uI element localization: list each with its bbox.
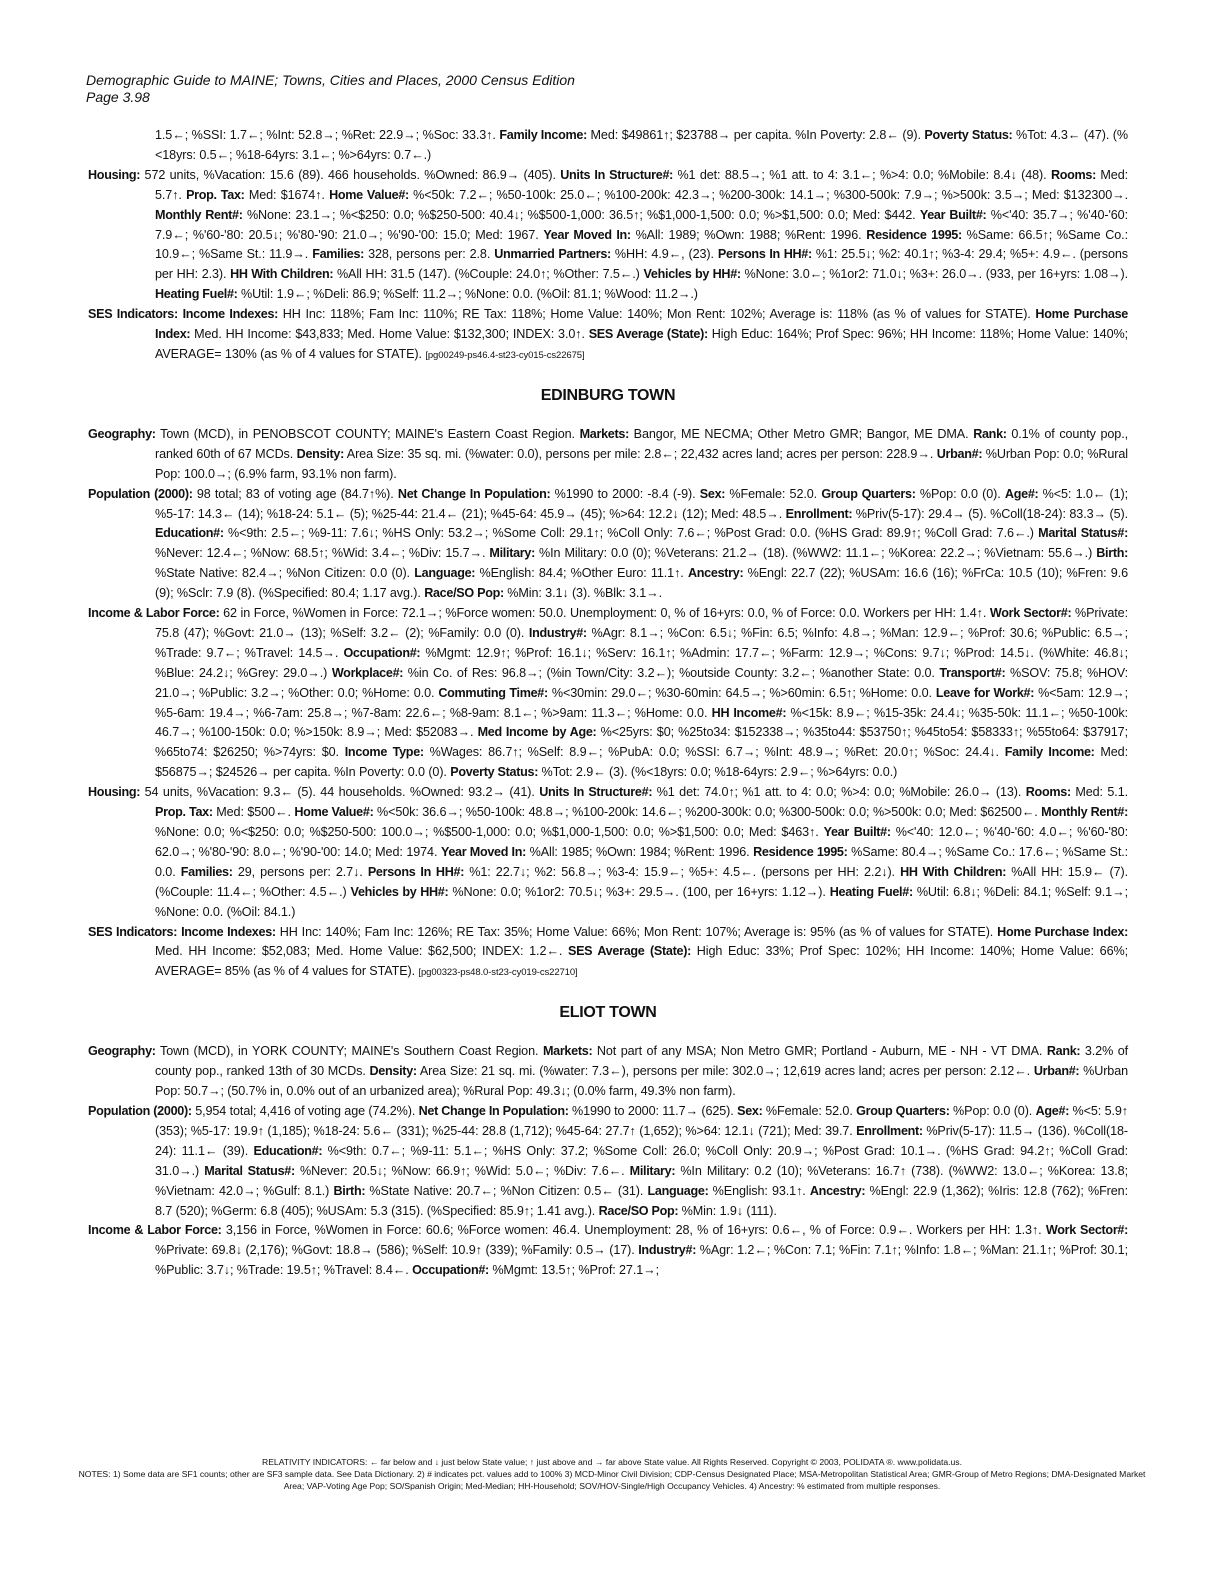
field-text: %Mgmt: 12.9↑; %Prof: 16.1↓; %Serv: 16.1↑; %Admin: 17.7←; %Farm: 12.9→; %Cons: 9.7↓; %Prod: 14.5↓. (%White: 46.8↓; %Blue: 24.2↓; %Grey: 29.0→.) [155, 645, 1128, 680]
field-text: %In Military: 0.2 (10); %Veterans: 16.7↑ (738). (%WW2: 13.0←; %Korea: 13.8; %Vietnam: 42.0→; %Gulf: 8.1.) [155, 1163, 1128, 1198]
field-text: %1990 to 2000: 11.7→ (625). [568, 1103, 738, 1118]
field-text: %Tot: 2.9← (3). (%<18yrs: 0.0; %18-64yrs: 2.9←; %>64yrs: 0.0.) [538, 765, 898, 780]
field-label: Military: [629, 1163, 676, 1178]
field-label: HH Income#: [711, 705, 787, 720]
field-label: Families: [180, 864, 233, 879]
field-label: HH With Children: [230, 267, 334, 282]
field-label: Income Indexes: [182, 307, 279, 322]
field-label: Education#: [253, 1143, 323, 1158]
page-number: Page 3.98 [86, 89, 150, 105]
field-text: %Min: 3.1↓ (3). %Blk: 3.1→. [503, 586, 663, 601]
field-text: %1: 22.7↓; %2: 56.8→; %3-4: 15.9←; %5+: 4.5←. (persons per HH: 2.2↓). [464, 864, 901, 879]
field-label: Vehicles by HH#: [643, 267, 741, 282]
field-text: High Educ: 33%; Prof Spec: 102%; HH Income: 140%; Home Value: 66%; AVERAGE= 85% (as % of 4 values for STATE). [155, 944, 1128, 979]
field-text: %<'40: 12.0←; %'40-'60: 4.0←; %'60-'80: 62.0→; %'80-'90: 8.0←; %'90-'00: 14.0; Med: 1974. [155, 825, 1128, 859]
page-header [86, 72, 575, 106]
field-label: Density: [369, 1064, 417, 1079]
field-text: 3.2% of county pop., ranked 13th of 30 MCDs. [155, 1044, 1129, 1079]
field-text: Bangor, ME NECMA; Other Metro GMR; Bangor, ME DMA. [628, 426, 974, 441]
field-label: Rooms: [1050, 167, 1097, 182]
field-text: %All: 1989; %Own: 1988; %Rent: 1996. [630, 227, 867, 242]
field-text: %Tot: 4.3← (47). (%<18yrs: 0.5←; %18-64yrs: 3.1←; %>64yrs: 0.7←.) [155, 128, 1128, 162]
edinburg-ses-indicators [88, 923, 1128, 984]
field-text: %<5: 1.0← (1); %5-17: 14.3← (14); %18-24: 5.1← (5); %25-44: 21.4← (21); %45-64: 45.9→ (45); %>64: 12.2↓ (12); Med: 48.5→. [155, 486, 1129, 521]
field-text: %Min: 1.9↓ (111). [678, 1203, 777, 1218]
field-label: Vehicles by HH#: [350, 884, 449, 899]
field-label: Work Sector#: [989, 606, 1072, 621]
field-text: %Mgmt: 13.5↑; %Prof: 27.1→; [488, 1263, 660, 1278]
field-text: %<5am: 12.9→; %5-6am: 19.4→; %6-7am: 25.8→; %7-8am: 22.6←; %8-9am: 8.1←; %>9am: 11.3←; %Home: 0.0. [155, 685, 1128, 720]
field-text: %Engl: 22.7 (22); %USAm: 16.6 (16); %FrCa: 10.5 (10); %Fren: 9.6 (9); %Sclr: 7.9 (8). (%Specified: 80.4; 1.17 avg.). [155, 566, 1128, 601]
field-label: Leave for Work#: [935, 685, 1035, 700]
field-label: Net Change In Population: [397, 486, 551, 501]
field-text: 0.1% of county pop., ranked 60th of 67 MCDs. [155, 426, 1129, 461]
relativity-indicators-note: RELATIVITY INDICATORS: ← far below and ↓ just below State value; ↑ just above and → far above State value. All Rights Reserved. Copyright © 2003, POLIDATA ®. www.polidata.us. [261, 1457, 962, 1467]
field-label: Transport#: [939, 665, 1006, 680]
field-label: Home Purchase Index: [997, 924, 1129, 939]
field-text: 1.5←; %SSI: 1.7←; %Int: 52.8→; %Ret: 22.9→; %Soc: 33.3↑. [155, 128, 500, 142]
field-text: Med: $500←. [212, 805, 295, 820]
field-text: %None: 23.1→; %<$250: 0.0; %$250-500: 40.4↓; %$500-1,000: 36.5↑; %$1,000-1,500: 0.0; %>$1,500: 0.0; Med: $442. [242, 207, 920, 222]
field-label: Income Type: [344, 745, 424, 760]
prev-town-housing [88, 166, 1128, 305]
field-text: Med: 5.7↑. [155, 167, 1128, 202]
field-text: %Same: 66.5↑; %Same Co.: 10.9←; %Same St.: 11.9→. [155, 227, 1128, 262]
field-label: SES Indicators: [88, 924, 178, 939]
field-label: Prop. Tax: [155, 805, 213, 820]
field-text: %In Military: 0.0 (0); %Veterans: 21.2→ (18). (%WW2: 11.1←; %Korea: 22.2→; %Vietnam: 55.6→.) [535, 546, 1097, 561]
page-footer [70, 1456, 1154, 1492]
field-label: Housing: [88, 167, 141, 182]
field-label: Population (2000): [88, 486, 193, 501]
field-label: Family Income: [499, 128, 587, 142]
field-label: Rank: [1046, 1044, 1081, 1059]
field-text: %SOV: 75.8; %HOV: 21.0→; %Public: 3.2→; %Other: 0.0; %Home: 0.0. [155, 665, 1128, 700]
field-text: HH Inc: 118%; Fam Inc: 110%; RE Tax: 118%; Home Value: 140%; Mon Rent: 102%; Average is: 118% (as % of values for STATE). [278, 307, 1036, 322]
field-label: Monthly Rent#: [1041, 805, 1128, 820]
field-text: 62 in Force, %Women in Force: 72.1→; %Force women: 50.0. Unemployment: 0, % of 16+yrs: 0.0, % of Force: 0.0. Workers per HH: 1.4↑. [219, 606, 990, 621]
field-text: %All HH: 31.5 (147). (%Couple: 24.0↑; %Other: 7.5←.) [333, 267, 644, 282]
field-text: %Priv(5-17): 11.5→ (136). %Coll(18-24): 11.1← (39). [155, 1123, 1128, 1158]
field-label: Language: [414, 566, 476, 581]
field-label: Unmarried Partners: [494, 247, 611, 262]
eliot-income-labor [88, 1221, 1128, 1281]
field-label: Density: [296, 446, 344, 461]
field-label: Units In Structure#: [560, 167, 674, 182]
notes: NOTES: 1) Some data are SF1 counts; other are SF3 sample data. See Data Dictionary. 2) # indicates pct. values add to 100% 3) MCD-Minor Civil Division; CDP-Census Designated Place; MSA-Metropolitan Statistical Area; GMR-Group of Metro Regions; DMA-Designated Market Area; VAP-Voting Age Pop; SO/Spanish Origin; Med-Median; HH-Household; SOV/HOV-Single/High Occupancy Vehicles. 4) Ancestry: % estimated from multiple responses. [78, 1469, 1146, 1491]
field-text: 5,954 total; 4,416 of voting age (74.2%). [191, 1103, 419, 1118]
field-label: Ancestry: [687, 566, 744, 581]
field-label: Geography: [88, 426, 156, 441]
field-text: %Urban Pop: 50.7→; (50.7% in, 0.0% out of an urbanized area); %Rural Pop: 49.3↓; (0.0% farm, 49.3% non farm). [155, 1064, 1128, 1099]
edinburg-town-title: EDINBURG TOWN [540, 386, 676, 404]
field-label: Occupation#: [412, 1263, 489, 1278]
field-label: Sex: [699, 486, 726, 501]
field-label: Housing: [88, 785, 141, 800]
field-text: HH Inc: 140%; Fam Inc: 126%; RE Tax: 35%; Home Value: 66%; Mon Rent: 107%; Average is: 95% (as % of values for STATE). [275, 924, 998, 939]
field-text: Town (MCD), in YORK COUNTY; MAINE's Southern Coast Region. [155, 1044, 543, 1059]
field-label: Income & Labor Force: [88, 1223, 222, 1238]
field-label: Prop. Tax: [186, 187, 245, 202]
field-text: %<50k: 36.6→; %50-100k: 48.8→; %100-200k: 14.6←; %200-300k: 0.0; %300-500k: 0.0; %>500k: 0.0; Med: $62500←. [373, 805, 1042, 820]
field-label: Year Built#: [823, 825, 891, 839]
field-label: Home Purchase Index: [155, 307, 1129, 342]
field-text: %Wages: 86.7↑; %Self: 8.9←; %PubA: 0.0; %SSI: 6.7→; %Int: 48.9→; %Ret: 20.0↑; %Soc: 24.4↓. [423, 745, 1005, 760]
field-text: %All: 1985; %Own: 1984; %Rent: 1996. [526, 844, 754, 859]
field-text: %<50k: 7.2←; %50-100k: 25.0←; %100-200k: 42.3→; %200-300k: 14.1→; %300-500k: 7.9→; %>500k: 3.5→; Med: $132300→. [408, 187, 1128, 202]
field-label: Industry#: [638, 1243, 697, 1258]
field-label: Med Income by Age: [477, 725, 597, 740]
field-label: Population (2000): [88, 1103, 192, 1118]
field-label: Age#: [1004, 486, 1039, 501]
field-text: Not part of any MSA; Non Metro GMR; Portland - Auburn, ME - NH - VT DMA. [592, 1044, 1047, 1059]
field-label: Monthly Rent#: [155, 207, 243, 222]
field-text: %1 det: 74.0↑; %1 att. to 4: 0.0; %>4: 0.0; %Mobile: 26.0→ (13). [652, 785, 1026, 800]
field-text: %Agr: 8.1→; %Con: 6.5↓; %Fin: 6.5; %Info: 4.8→; %Man: 12.9←; %Prof: 30.6; %Public: 6.5→; %Trade: 9.7←; %Travel: 14.5→. [155, 625, 1128, 660]
field-text: %Util: 6.8↓; %Deli: 84.1; %Self: 9.1→; %None: 0.0. (%Oil: 84.1.) [155, 884, 1128, 919]
field-text: %English: 93.1↑. [708, 1183, 810, 1198]
field-text: %None: 3.0←; %1or2: 71.0↓; %3+: 26.0→. (933, per 16+yrs: 1.08→). [740, 267, 1128, 282]
edinburg-income-labor [88, 604, 1128, 783]
field-label: Income & Labor Force: [88, 606, 220, 621]
field-text: %Same: 80.4→; %Same Co.: 17.6←; %Same St.: 0.0. [155, 844, 1129, 879]
record-code: [pg00323-ps48.0-st23-cy019-cs22710] [418, 967, 578, 979]
field-text: %Pop: 0.0 (0). [915, 486, 1005, 501]
field-text: %HH: 4.9←, (23). [610, 247, 718, 262]
field-text: %Urban Pop: 0.0; %Rural Pop: 100.0→; (6.9% farm, 93.1% non farm). [155, 446, 1128, 481]
field-text: %1990 to 2000: -8.4 (-9). [550, 486, 700, 501]
prev-town-ses-indicators [88, 305, 1128, 366]
field-text: %Private: 69.8↓ (2,176); %Govt: 18.8→ (586); %Self: 10.9↑ (339); %Family: 0.5→ (17). [155, 1243, 639, 1258]
field-label: Birth: [333, 1183, 366, 1198]
document-title: Demographic Guide to MAINE; Towns, Cities and Places, 2000 Census Edition [86, 72, 575, 88]
field-label: Race/SO Pop: [424, 586, 504, 601]
field-label: Ancestry: [809, 1183, 866, 1198]
field-text: %<9th: 2.5←; %9-11: 7.6↓; %HS Only: 53.2→; %Some Coll: 29.1↑; %Coll Only: 7.6←; %Post Grad: 0.0. (%HS Grad: 89.9↑; %Coll Grad: 7.6←.) [223, 526, 1039, 541]
field-text: Area Size: 21 sq. mi. (%water: 7.3←), persons per mile: 302.0→; 12,619 acres land; acres per person: 2.12←. [416, 1064, 1034, 1079]
field-label: Occupation#: [343, 645, 421, 660]
field-text: %All HH: 15.9← (7). (%Couple: 11.4←; %Other: 4.5←.) [155, 864, 1128, 899]
field-text: %Agr: 1.2←; %Con: 7.1; %Fin: 7.1↑; %Info: 1.8←; %Man: 21.1↑; %Prof: 30.1; %Public: 3.7↓; %Trade: 19.5↑; %Travel: 8.4←. [155, 1243, 1128, 1278]
field-text: 3,156 in Force, %Women in Force: 60.6; %Force women: 46.4. Unemployment: 28, % of 16+yrs: 0.6←, % of Force: 0.9←. Workers per HH: 1.3↑. [221, 1223, 1046, 1238]
field-text: Area Size: 35 sq. mi. (%water: 0.0), persons per mile: 2.8←; 22,432 acres land; acres per person: 228.9→. [343, 446, 937, 461]
field-label: Home Value#: [329, 187, 409, 202]
field-label: Sex: [737, 1103, 763, 1118]
field-label: Units In Structure#: [539, 785, 653, 800]
field-label: Residence 1995: [866, 227, 962, 242]
field-label: Enrollment: [785, 506, 853, 521]
field-label: Race/SO Pop: [598, 1203, 679, 1218]
eliot-geography [88, 1042, 1128, 1102]
field-text: %State Native: 82.4→; %Non Citizen: 0.0 (0). [155, 566, 415, 581]
field-label: Birth: [1096, 546, 1128, 561]
field-text: %Private: 75.8 (47); %Govt: 21.0→ (13); %Self: 3.2← (2); %Family: 0.0 (0). [155, 606, 1128, 640]
field-label: Enrollment: [856, 1123, 923, 1138]
field-label: Work Sector#: [1045, 1223, 1129, 1238]
field-label: SES Indicators: [88, 307, 178, 322]
field-text: Med: $56875→; $24526→ per capita. %In Poverty: 0.0 (0). [155, 745, 1128, 780]
field-label: Poverty Status: [924, 128, 1013, 142]
field-text: %Priv(5-17): 29.4→ (5). %Coll(18-24): 83.3→ (5). [852, 506, 1128, 521]
field-label: Family Income: [1004, 745, 1095, 760]
field-label: Markets: [579, 426, 629, 441]
field-label: Geography: [88, 1044, 156, 1059]
eliot-population [88, 1102, 1128, 1221]
field-label: HH With Children: [900, 864, 1007, 879]
field-label: Workplace#: [331, 665, 404, 680]
field-text: Town (MCD), in PENOBSCOT COUNTY; MAINE's Eastern Coast Region. [155, 426, 580, 441]
field-label: SES Average (State): [567, 944, 692, 959]
field-label: SES Average (State): [588, 327, 708, 342]
field-label: Net Change In Population: [418, 1103, 569, 1118]
field-text: %None: 0.0; %1or2: 70.5↓; %3+: 29.5→. (100, per 16+yrs: 1.12→). [448, 884, 830, 899]
field-label: Year Built#: [919, 207, 987, 222]
field-text: 572 units, %Vacation: 15.6 (89). 466 households. %Owned: 86.9→ (405). [140, 167, 561, 182]
field-text: %None: 0.0; %<$250: 0.0; %$250-500: 100.0→; %$500-1,000: 0.0; %$1,000-1,500: 0.0; %>$1,500: 0.0; Med: $463↑. [155, 825, 824, 839]
field-text: Med: $49861↑; $23788→ per capita. %In Poverty: 2.8← (9). [586, 128, 925, 142]
field-text: %<15k: 8.9←; %15-35k: 24.4↓; %35-50k: 11.1←; %50-100k: 46.7→; %100-150k: 0.0; %>150k: 8.9→; Med: $52083→. [155, 705, 1128, 740]
field-text: %in Co. of Res: 96.8→; (%in Town/City: 3.2←); %outside County: 3.2←; %another State: 0.0. [403, 665, 940, 680]
field-label: Families: [312, 247, 365, 262]
field-text: 54 units, %Vacation: 9.3← (5). 44 households. %Owned: 93.2→ (41). [140, 785, 540, 800]
field-label: Year Moved In: [440, 844, 527, 859]
field-text: %<30min: 29.0←; %30-60min: 64.5→; %>60min: 6.5↑; %Home: 0.0. [547, 685, 936, 700]
field-label: Residence 1995: [753, 844, 848, 859]
field-label: Year Moved In: [543, 227, 631, 242]
field-text: %Female: 52.0. [725, 486, 822, 501]
field-label: Urban#: [936, 446, 983, 461]
field-label: Income Indexes: [181, 924, 276, 939]
field-label: Persons In HH#: [717, 247, 812, 262]
field-text: %<'40: 35.7→; %'40-'60: 7.9←; %'60-'80: 20.5↓; %'80-'90: 21.0→; %'90-'00: 15.0; Med: 1967. [155, 207, 1128, 242]
field-text: %1 det: 88.5→; %1 att. to 4: 3.1←; %>4: 0.0; %Mobile: 8.4↓ (48). [673, 167, 1051, 182]
field-text: %Female: 52.0. [762, 1103, 857, 1118]
field-text: %<5: 5.9↑ (353); %5-17: 19.9↑ (1,185); %18-24: 5.6← (331); %25-44: 28.8 (1,712); %45-64: 27.7↑ (1,652); %>64: 12.1↓ (721); Med: 39.7. [155, 1103, 1128, 1138]
field-text: %<25yrs: $0; %25to34: $152338→; %35to44: $53750↑; %45to54: $58333↑; %55to64: $37917; %65to74: $26250; %>74yrs: $0. [155, 725, 1128, 760]
field-label: Military: [489, 546, 536, 561]
field-label: Group Quarters: [821, 486, 916, 501]
field-label: Home Value#: [294, 805, 374, 820]
field-text: Med: $1674↑. [244, 187, 330, 202]
field-label: Marital Status#: [1038, 526, 1128, 541]
field-label: Urban#: [1033, 1064, 1080, 1079]
field-text: %1: 25.5↓; %2: 40.1↑; %3-4: 29.4; %5+: 4.9←. (persons per HH: 2.3). [155, 247, 1129, 282]
field-label: Group Quarters: [856, 1103, 950, 1118]
field-label: Markets: [542, 1044, 593, 1059]
field-label: Rank: [973, 426, 1007, 441]
edinburg-population [88, 485, 1128, 604]
field-text: %English: 84.4; %Other Euro: 11.1↑. [475, 566, 688, 581]
field-label: Language: [647, 1183, 709, 1198]
field-text: %Engl: 22.9 (1,362); %Iris: 12.8 (762); %Fren: 8.7 (520); %Germ: 6.8 (405); %USAm: 5.3 (315). (%Specified: 85.9↑; 1.41 avg.). [155, 1183, 1128, 1218]
field-text: Med: 5.1. [1070, 785, 1128, 800]
field-text: 29, persons per: 2.7↓. [232, 864, 368, 879]
field-label: Rooms: [1025, 785, 1071, 800]
edinburg-housing [88, 783, 1128, 922]
field-text: %Never: 20.5↓; %Now: 66.9↑; %Wid: 5.0←; %Div: 7.6←. [294, 1163, 630, 1178]
field-label: Heating Fuel#: [829, 884, 913, 899]
document-body [88, 126, 1128, 1281]
field-label: Age#: [1035, 1103, 1070, 1118]
field-label: Marital Status#: [204, 1163, 295, 1178]
field-label: Commuting Time#: [438, 685, 548, 700]
field-text: 328, persons per: 2.8. [364, 247, 495, 262]
field-text: %<9th: 0.7←; %9-11: 5.1←; %HS Only: 37.2; %Some Coll: 26.0; %Coll Only: 20.9→; %Post Grad: 10.1→. (%HS Grad: 94.2↑; %Coll Grad: 31.0→.) [155, 1143, 1128, 1178]
field-label: Poverty Status: [450, 765, 539, 780]
field-label: Heating Fuel#: [155, 287, 238, 302]
field-label: Industry#: [528, 625, 587, 640]
field-text: Med. HH Income: $43,833; Med. Home Value: $132,300; INDEX: 3.0↑. [190, 327, 589, 342]
edinburg-geography [88, 425, 1128, 485]
field-text: %State Native: 20.7←; %Non Citizen: 0.5← (31). [365, 1183, 648, 1198]
field-text: %Util: 1.9←; %Deli: 86.9; %Self: 11.2→; %None: 0.0. (%Oil: 81.1; %Wood: 11.2→.) [237, 287, 698, 302]
field-label: Persons In HH#: [367, 864, 465, 879]
field-text: %Pop: 0.0 (0). [949, 1103, 1036, 1118]
record-code: [pg00249-ps46.4-st23-cy015-cs22675] [425, 349, 585, 361]
field-text: Med. HH Income: $52,083; Med. Home Value: $62,500; INDEX: 1.2←. [155, 944, 568, 959]
prev-town-income-continuation [88, 126, 1128, 166]
field-text: 98 total; 83 of voting age (84.7↑%). [192, 486, 398, 501]
eliot-town-title: ELIOT TOWN [559, 1004, 657, 1022]
field-text: High Educ: 164%; Prof Spec: 96%; HH Income: 118%; Home Value: 140%; AVERAGE= 130% (as % of 4 values for STATE). [155, 327, 1128, 361]
field-label: Education#: [155, 526, 224, 541]
field-text: %Never: 12.4←; %Now: 68.5↑; %Wid: 3.4←; %Div: 15.7→. [155, 546, 490, 561]
